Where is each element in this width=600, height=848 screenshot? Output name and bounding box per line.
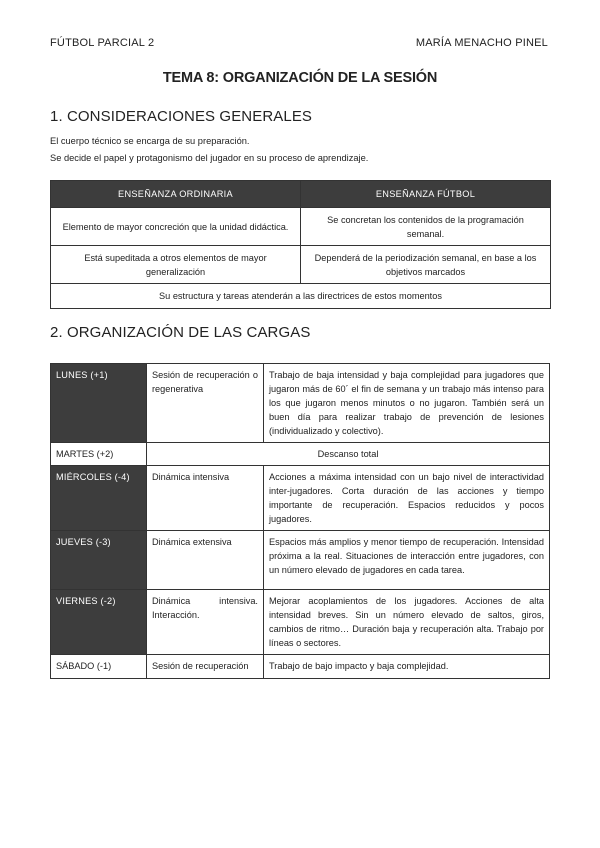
section-2-heading: 2. ORGANIZACIÓN DE LAS CARGAS <box>50 324 311 341</box>
merged-description-cell: Descanso total <box>147 443 550 466</box>
description-cell: Acciones a máxima intensidad con un bajo nivel de interactividad inter-jugadores. Corta duración de las acciones y tiempo importante de recuperación. Espacios reducidos y pocos jugadores. <box>264 466 550 531</box>
day-cell: MIÉRCOLES (-4) <box>51 466 147 531</box>
table-row <box>51 364 550 443</box>
header-course: FÚTBOL PARCIAL 2 <box>50 37 155 49</box>
day-cell: VIERNES (-2) <box>51 590 147 655</box>
section-1-paragraph-2: Se decide el papel y protagonismo del jugador en su proceso de aprendizaje. <box>50 153 369 163</box>
loads-table <box>50 363 550 679</box>
day-cell: SÁBADO (-1) <box>51 655 147 679</box>
comparison-header-ordinaria: ENSEÑANZA ORDINARIA <box>51 181 301 208</box>
section-1-paragraph-1: El cuerpo técnico se encarga de su preparación. <box>50 136 250 146</box>
page-title: TEMA 8: ORGANIZACIÓN DE LA SESIÓN <box>162 70 438 86</box>
description-cell: Mejorar acoplamientos de los jugadores. Acciones de alta intensidad breves. Sin un número elevado de saltos, giros, cambios de ritmo… Duración baja y recuperación alta. Trabajo por líneas o sectores. <box>264 590 550 655</box>
day-cell: LUNES (+1) <box>51 364 147 443</box>
description-cell: Trabajo de bajo impacto y baja complejidad. <box>264 655 550 679</box>
comparison-header-futbol: ENSEÑANZA FÚTBOL <box>301 181 551 208</box>
table-row <box>51 466 550 531</box>
table-row <box>51 655 550 679</box>
table-row <box>51 531 550 590</box>
comparison-cell: Está supeditada a otros elementos de mayor generalización <box>51 246 301 284</box>
session-type-cell: Sesión de recuperación <box>147 655 264 679</box>
session-type-cell: Sesión de recuperación o regenerativa <box>147 364 264 443</box>
session-type-cell: Dinámica extensiva <box>147 531 264 590</box>
table-row <box>51 590 550 655</box>
description-cell: Trabajo de baja intensidad y baja complejidad para jugadores que jugaron más de 60´ el fin de semana y un trabajo más intenso para los que jugaron menos minutos o no jugaron. También será un buen día para realizar trabajo de prevención de lesiones (individualizado y colectivo). <box>264 364 550 443</box>
header-author: MARÍA MENACHO PINEL <box>415 37 548 49</box>
description-cell: Espacios más amplios y menor tiempo de recuperación. Intensidad próxima a la real. Situaciones de interacción entre jugadores, con un número elevado de jugadores en cada tarea. <box>264 531 550 590</box>
session-type-cell: Dinámica intensiva. Interacción. <box>147 590 264 655</box>
section-1-heading: 1. CONSIDERACIONES GENERALES <box>50 108 313 125</box>
table-row <box>51 443 550 466</box>
day-cell: JUEVES (-3) <box>51 531 147 590</box>
comparison-table <box>50 180 551 309</box>
comparison-cell: Dependerá de la periodización semanal, en base a los objetivos marcados <box>301 246 551 284</box>
session-type-cell: Dinámica intensiva <box>147 466 264 531</box>
day-cell: MARTES (+2) <box>51 443 147 466</box>
comparison-cell: Se concretan los contenidos de la programación semanal. <box>301 208 551 246</box>
comparison-cell: Elemento de mayor concreción que la unidad didáctica. <box>51 208 301 246</box>
comparison-footer: Su estructura y tareas atenderán a las directrices de estos momentos <box>51 284 551 309</box>
